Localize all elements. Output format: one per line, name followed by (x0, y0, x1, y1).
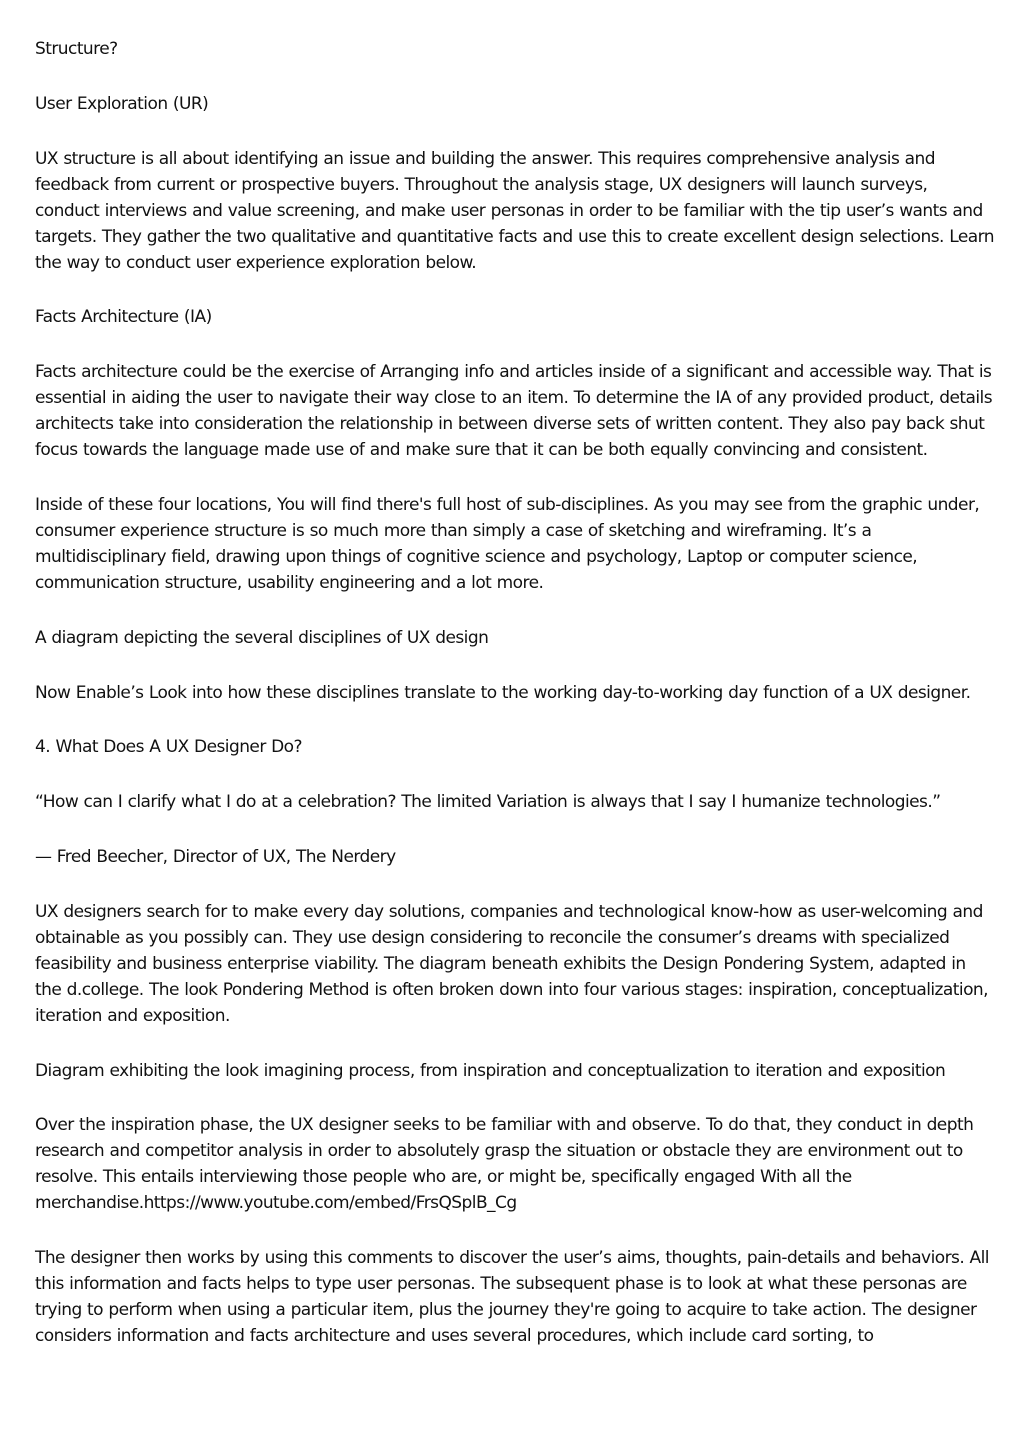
paragraph-facts-architecture: Facts architecture could be the exercise of Arranging info and articles inside of a significant and accessible way. That is essential in aiding the user to navigate their way close to an item. To determine the IA of any provided product, details architects take into consideration the relationship in between diverse sets of written content. They also pay back shut focus towards the language made use of and make sure that it can be both equally convincing and consistent. (35, 362, 993, 461)
paragraph-designer-comments: The designer then works by using this comments to discover the user’s aims, thoughts, pain-details and behaviors. All this information and facts helps to type user personas. The subsequent phase is to look at what these personas are trying to perform when using a particular item, plus the journey they're going to acquire to take action. The designer considers information and facts architecture and uses several procedures, which include card sorting, to (35, 1248, 989, 1347)
paragraph-disciplines-translate: Now Enable’s Look into how these disciplines translate to the working day-to-working day function of a UX designer. (35, 682, 971, 703)
paragraph-diagram-caption-disciplines: A diagram depicting the several disciplines of UX design (35, 627, 489, 648)
paragraph-user-exploration-heading: User Exploration (UR) (35, 93, 209, 114)
paragraph-what-does-ux-designer-do-heading: 4. What Does A UX Designer Do? (35, 737, 302, 758)
paragraph-sub-disciplines: Inside of these four locations, You will find there's full host of sub-disciplines. As you may see from the graphic under, consumer experience structure is so much more than simply a case of sketching and wireframing. It’s a multidisciplinary field, drawing upon things of cognitive science and psychology, Laptop or computer science, communication structure, usability engineering and a lot more. (35, 494, 980, 593)
paragraph-quote-attribution: — Fred Beecher, Director of UX, The Nerdery (35, 846, 396, 867)
paragraph-diagram-caption-process: Diagram exhibiting the look imagining process, from inspiration and conceptualization to iteration and exposition (35, 1060, 946, 1081)
paragraph-quote: “How can I clarify what I do at a celebration? The limited Variation is always that I say I humanize technologies.” (35, 792, 941, 813)
paragraph-inspiration-phase: Over the inspiration phase, the UX designer seeks to be familiar with and observe. To do that, they conduct in depth research and competitor analysis in order to absolutely grasp the situation or obstacle they are environment out to resolve. This entails interviewing those people who are, or might be, specifically engaged With all the merchandise.https://www.youtube.com/embed/FrsQSplB_Cg (35, 1115, 974, 1214)
document-page (35, 36, 995, 1378)
paragraph-structure-heading: Structure? (35, 39, 118, 59)
paragraph-ux-designers-search: UX designers search for to make every day solutions, companies and technological know-how as user-welcoming and obtainable as you possibly can. They use design considering to reconcile the consumer’s dreams with specialized feasibility and business enterprise viability. The diagram beneath exhibits the Design Pondering System, adapted in the d.college. The look Pondering Method is often broken down into four various stages: inspiration, conceptualization, iteration and exposition. (35, 901, 989, 1026)
paragraph-facts-architecture-heading: Facts Architecture (IA) (35, 307, 212, 328)
paragraph-ux-structure: UX structure is all about identifying an issue and building the answer. This requires comprehensive analysis and feedback from current or prospective buyers. Throughout the analysis stage, UX designers will launch surveys, conduct interviews and value screening, and make user personas in order to be familiar with the tip user’s wants and targets. They gather the two qualitative and quantitative facts and use this to create excellent design selections. Learn the way to conduct user experience exploration below. (35, 148, 994, 273)
